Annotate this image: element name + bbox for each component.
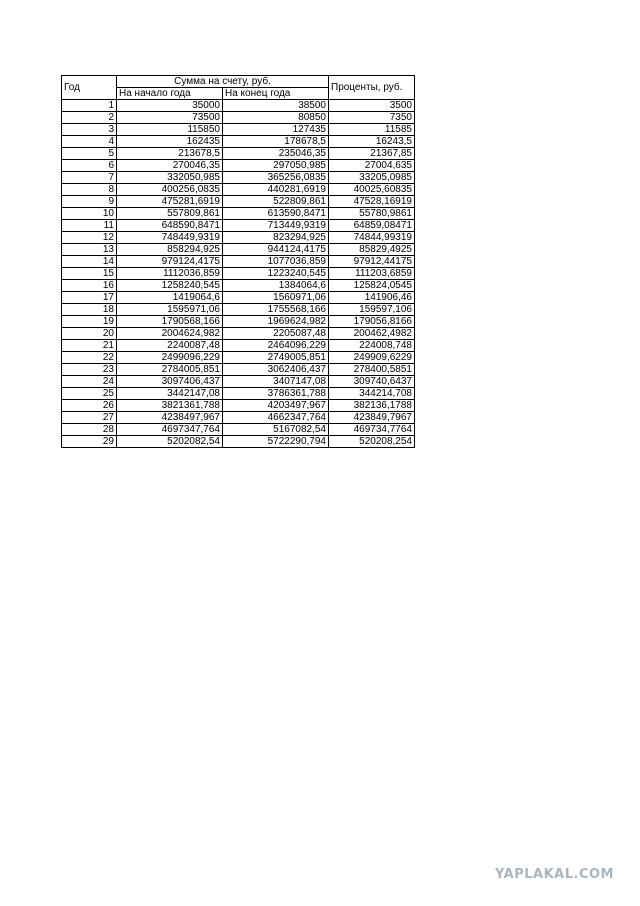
- start-balance-cell: 162435: [117, 136, 223, 148]
- interest-cell: 179056,8166: [329, 316, 415, 328]
- start-balance-cell: 557809,861: [117, 208, 223, 220]
- year-cell: 1: [62, 100, 117, 112]
- end-balance-cell: 297050,985: [223, 160, 329, 172]
- start-balance-cell: 332050,985: [117, 172, 223, 184]
- interest-cell: 3500: [329, 100, 415, 112]
- interest-cell: 469734,7764: [329, 424, 415, 436]
- start-balance-cell: 2499096,229: [117, 352, 223, 364]
- header-year: Год: [62, 76, 117, 100]
- year-cell: 24: [62, 376, 117, 388]
- end-balance-cell: 1969624,982: [223, 316, 329, 328]
- interest-cell: 7350: [329, 112, 415, 124]
- year-cell: 5: [62, 148, 117, 160]
- year-cell: 12: [62, 232, 117, 244]
- interest-cell: 278400,5851: [329, 364, 415, 376]
- start-balance-cell: 400256,0835: [117, 184, 223, 196]
- end-balance-cell: 1384064,6: [223, 280, 329, 292]
- interest-cell: 309740,6437: [329, 376, 415, 388]
- end-balance-cell: 613590,8471: [223, 208, 329, 220]
- interest-cell: 423849,7967: [329, 412, 415, 424]
- table-row: [62, 220, 415, 232]
- interest-cell: 40025,60835: [329, 184, 415, 196]
- end-balance-cell: 522809,861: [223, 196, 329, 208]
- table-row: [62, 136, 415, 148]
- table-row: [62, 388, 415, 400]
- header-balance: Сумма на счету, руб.: [117, 76, 329, 88]
- year-cell: 15: [62, 268, 117, 280]
- table-row: [62, 364, 415, 376]
- end-balance-cell: 178678,5: [223, 136, 329, 148]
- table-row: [62, 400, 415, 412]
- table-row: [62, 424, 415, 436]
- year-cell: 2: [62, 112, 117, 124]
- table-row: [62, 412, 415, 424]
- year-cell: 28: [62, 424, 117, 436]
- table-row: [62, 376, 415, 388]
- year-cell: 16: [62, 280, 117, 292]
- start-balance-cell: 73500: [117, 112, 223, 124]
- start-balance-cell: 748449,9319: [117, 232, 223, 244]
- year-cell: 23: [62, 364, 117, 376]
- start-balance-cell: 35000: [117, 100, 223, 112]
- end-balance-cell: 80850: [223, 112, 329, 124]
- interest-cell: 85829,4925: [329, 244, 415, 256]
- end-balance-cell: 5167082,54: [223, 424, 329, 436]
- year-cell: 21: [62, 340, 117, 352]
- end-balance-cell: 713449,9319: [223, 220, 329, 232]
- interest-cell: 344214,708: [329, 388, 415, 400]
- end-balance-cell: 127435: [223, 124, 329, 136]
- start-balance-cell: 3821361,788: [117, 400, 223, 412]
- year-cell: 10: [62, 208, 117, 220]
- end-balance-cell: 1560971,06: [223, 292, 329, 304]
- start-balance-cell: 2240087,48: [117, 340, 223, 352]
- year-cell: 4: [62, 136, 117, 148]
- end-balance-cell: 823294,925: [223, 232, 329, 244]
- year-cell: 18: [62, 304, 117, 316]
- table-row: [62, 148, 415, 160]
- end-balance-cell: 1755568,166: [223, 304, 329, 316]
- interest-cell: 97912,44175: [329, 256, 415, 268]
- interest-cell: 11585: [329, 124, 415, 136]
- start-balance-cell: 270046,35: [117, 160, 223, 172]
- year-cell: 7: [62, 172, 117, 184]
- start-balance-cell: 2004624,982: [117, 328, 223, 340]
- table-row: [62, 280, 415, 292]
- table-body: [62, 76, 415, 448]
- year-cell: 11: [62, 220, 117, 232]
- table-row: [62, 100, 415, 112]
- table-row: [62, 208, 415, 220]
- end-balance-cell: 3786361,788: [223, 388, 329, 400]
- start-balance-cell: 213678,5: [117, 148, 223, 160]
- interest-cell: 47528,16919: [329, 196, 415, 208]
- interest-cell: 249909,6229: [329, 352, 415, 364]
- end-balance-cell: 38500: [223, 100, 329, 112]
- start-balance-cell: 5202082,54: [117, 436, 223, 448]
- interest-cell: 125824,0545: [329, 280, 415, 292]
- interest-cell: 33205,0985: [329, 172, 415, 184]
- year-cell: 13: [62, 244, 117, 256]
- start-balance-cell: 4238497,967: [117, 412, 223, 424]
- interest-cell: 224008,748: [329, 340, 415, 352]
- end-balance-cell: 365256,0835: [223, 172, 329, 184]
- table-row: [62, 184, 415, 196]
- year-cell: 20: [62, 328, 117, 340]
- end-balance-cell: 1223240,545: [223, 268, 329, 280]
- end-balance-cell: 2749005,851: [223, 352, 329, 364]
- table-row: [62, 196, 415, 208]
- year-cell: 19: [62, 316, 117, 328]
- table-row: [62, 436, 415, 448]
- table-row: [62, 124, 415, 136]
- table-row: [62, 292, 415, 304]
- end-balance-cell: 4662347,764: [223, 412, 329, 424]
- start-balance-cell: 475281,6919: [117, 196, 223, 208]
- table-row: [62, 160, 415, 172]
- end-balance-cell: 944124,4175: [223, 244, 329, 256]
- table-row: [62, 244, 415, 256]
- interest-cell: 74844,99319: [329, 232, 415, 244]
- interest-cell: 111203,6859: [329, 268, 415, 280]
- watermark-logo: YAPLAKAL.COM: [495, 867, 614, 882]
- end-balance-cell: 3407147,08: [223, 376, 329, 388]
- interest-cell: 27004,635: [329, 160, 415, 172]
- year-cell: 9: [62, 196, 117, 208]
- interest-cell: 141906,46: [329, 292, 415, 304]
- start-balance-cell: 648590,8471: [117, 220, 223, 232]
- table-row: [62, 268, 415, 280]
- table-row: [62, 304, 415, 316]
- end-balance-cell: 235046,35: [223, 148, 329, 160]
- header-row-1: [62, 76, 415, 88]
- start-balance-cell: 1419064,6: [117, 292, 223, 304]
- year-cell: 22: [62, 352, 117, 364]
- end-balance-cell: 2464096,229: [223, 340, 329, 352]
- year-cell: 8: [62, 184, 117, 196]
- table-row: [62, 340, 415, 352]
- table-row: [62, 316, 415, 328]
- year-cell: 27: [62, 412, 117, 424]
- start-balance-cell: 4697347,764: [117, 424, 223, 436]
- start-balance-cell: 115850: [117, 124, 223, 136]
- start-balance-cell: 2784005,851: [117, 364, 223, 376]
- start-balance-cell: 979124,4175: [117, 256, 223, 268]
- end-balance-cell: 440281,6919: [223, 184, 329, 196]
- year-cell: 6: [62, 160, 117, 172]
- interest-cell: 64859,08471: [329, 220, 415, 232]
- interest-cell: 55780,9861: [329, 208, 415, 220]
- year-cell: 17: [62, 292, 117, 304]
- interest-cell: 200462,4982: [329, 328, 415, 340]
- start-balance-cell: 3097406,437: [117, 376, 223, 388]
- header-end-of-year: На конец года: [223, 88, 329, 100]
- deposit-table: [61, 75, 415, 448]
- interest-cell: 21367,85: [329, 148, 415, 160]
- spreadsheet-sheet: [61, 75, 415, 448]
- interest-cell: 520208,254: [329, 436, 415, 448]
- end-balance-cell: 3062406,437: [223, 364, 329, 376]
- table-row: [62, 232, 415, 244]
- year-cell: 3: [62, 124, 117, 136]
- header-interest: Проценты, руб.: [329, 76, 415, 100]
- end-balance-cell: 2205087,48: [223, 328, 329, 340]
- table-row: [62, 256, 415, 268]
- table-row: [62, 112, 415, 124]
- header-start-of-year: На начало года: [117, 88, 223, 100]
- year-cell: 25: [62, 388, 117, 400]
- interest-cell: 382136,1788: [329, 400, 415, 412]
- interest-cell: 16243,5: [329, 136, 415, 148]
- start-balance-cell: 1595971,06: [117, 304, 223, 316]
- start-balance-cell: 3442147,08: [117, 388, 223, 400]
- table-row: [62, 328, 415, 340]
- interest-cell: 159597,106: [329, 304, 415, 316]
- end-balance-cell: 1077036,859: [223, 256, 329, 268]
- year-cell: 14: [62, 256, 117, 268]
- year-cell: 26: [62, 400, 117, 412]
- start-balance-cell: 1258240,545: [117, 280, 223, 292]
- start-balance-cell: 1112036,859: [117, 268, 223, 280]
- start-balance-cell: 1790568,166: [117, 316, 223, 328]
- end-balance-cell: 4203497,967: [223, 400, 329, 412]
- table-row: [62, 352, 415, 364]
- year-cell: 29: [62, 436, 117, 448]
- table-row: [62, 172, 415, 184]
- start-balance-cell: 858294,925: [117, 244, 223, 256]
- end-balance-cell: 5722290,794: [223, 436, 329, 448]
